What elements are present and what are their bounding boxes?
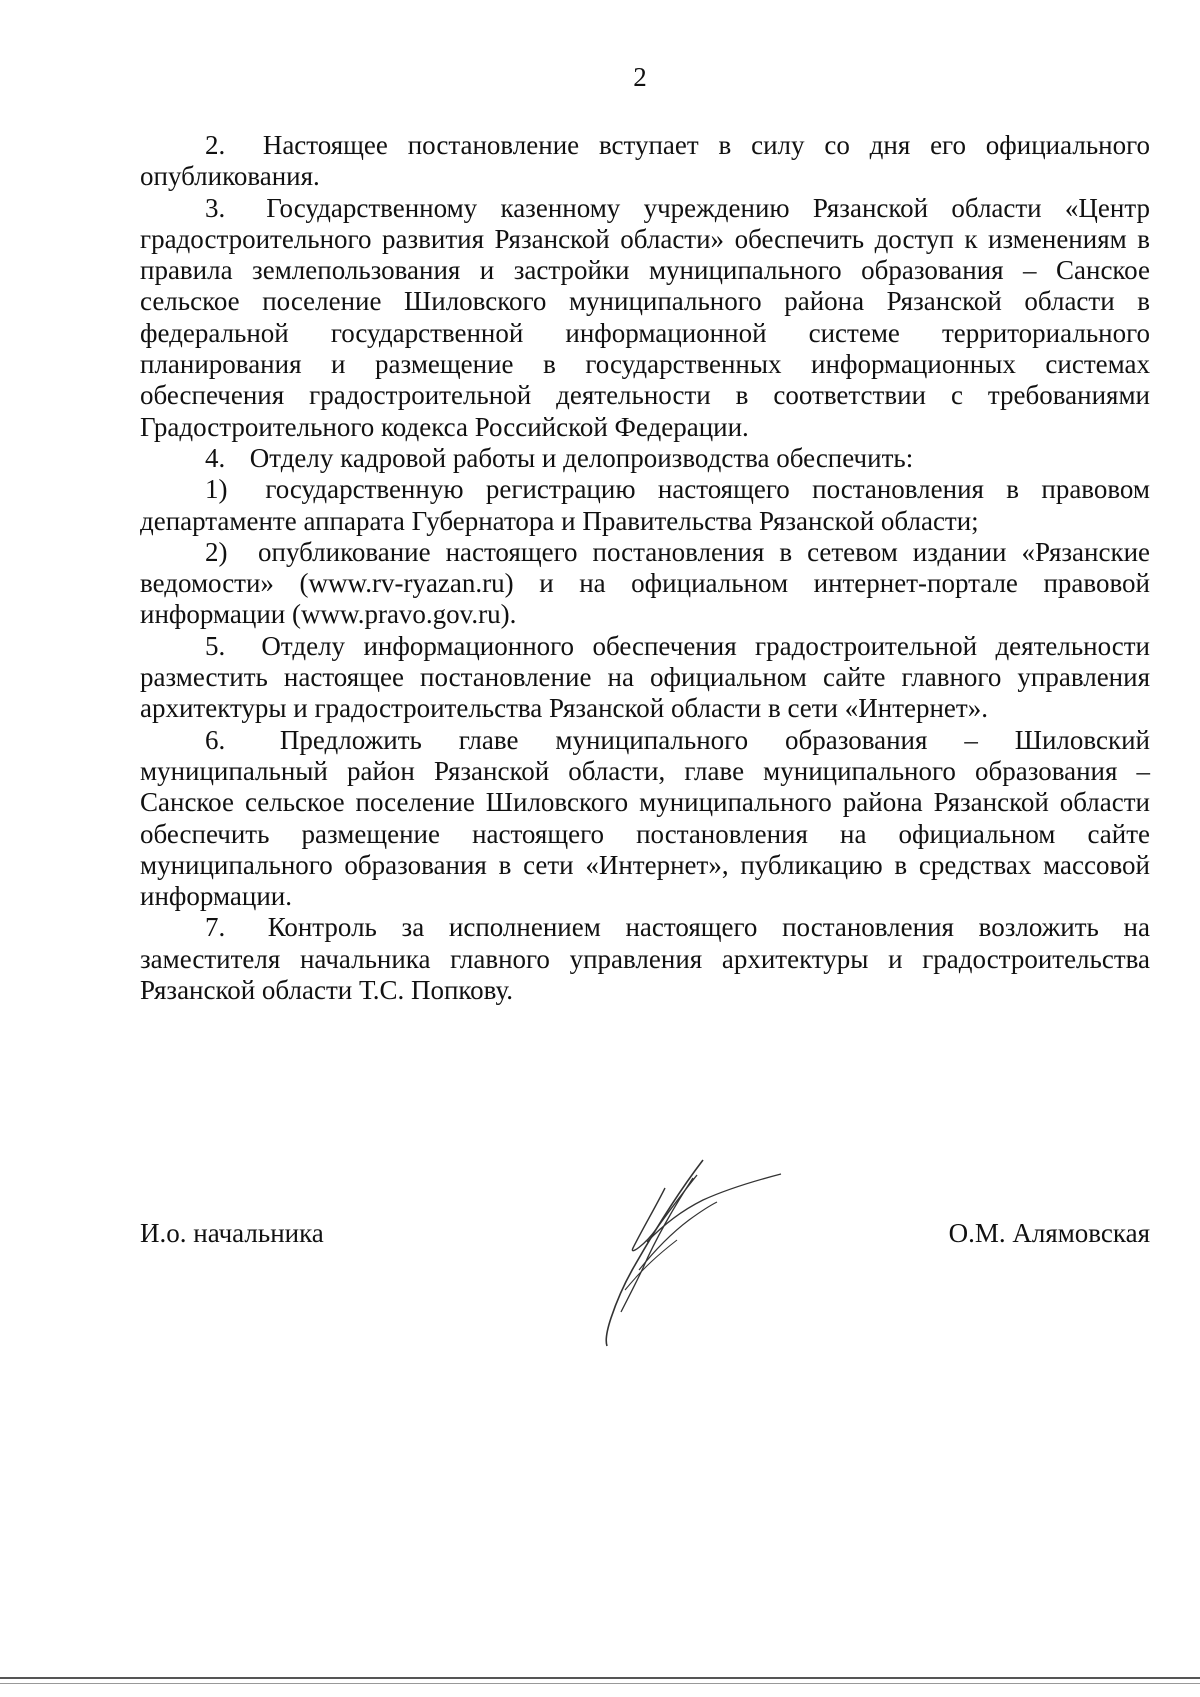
paragraph-number: 2. — [205, 130, 226, 160]
paragraph-4-1 — [140, 474, 1150, 537]
paragraph-text: опубликование настоящего постановления в сетевом издании «Рязанские ведомости» (www.rv-ryazan.ru) и на официальном интернет-портале правовой информации (www.pravo.gov.ru). — [140, 536, 1150, 630]
handwritten-signature — [585, 1150, 805, 1350]
paragraph-text: Отделу кадровой работы и делопроизводства обеспечить: — [249, 442, 914, 473]
paragraph-text: Настоящее постановление вступает в силу со дня его официального опубликования. — [140, 130, 1150, 192]
paragraph-text: Отделу информационного обеспечения градостроительной деятельности разместить настоящее постановление на официальном сайте главного управления архитектуры и градостроительства Рязанской области в сети «Интернет». — [140, 630, 1151, 724]
paragraph-number: 6. — [205, 724, 226, 755]
signatory-position: И.о. начальника — [140, 1218, 324, 1248]
paragraph-number: 7. — [205, 912, 226, 943]
page-number: 2 — [633, 62, 647, 92]
signatory-name: О.М. Алямовская — [948, 1218, 1150, 1248]
paragraph-number: 1) — [205, 474, 228, 505]
paragraph-text: Предложить главе муниципального образования – Шиловский муниципальный район Рязанской области, главе муниципального образования – Санское сельское поселение Шиловского муниципального района Рязанской области обеспечить размещение настоящего постановления на официальном сайте муниципального образования в сети «Интернет», публикацию в средствах массовой информации. — [140, 724, 1150, 912]
paragraph-3 — [140, 193, 1150, 443]
paragraph-number: 3. — [205, 192, 226, 223]
paragraph-number: 5. — [205, 630, 226, 661]
paragraph-number: 4. — [205, 442, 226, 473]
paragraph-6 — [140, 725, 1150, 913]
paragraph-2 — [140, 130, 1150, 193]
paragraph-4 — [140, 443, 1150, 474]
paragraph-text: государственную регистрацию настоящего постановления в правовом департаменте аппарата Губернатора и Правительства Рязанской области; — [140, 474, 1151, 536]
paragraph-text: Государственному казенному учреждению Рязанской области «Центр градостроительного развития Рязанской области» обеспечить доступ к изменениям в правила землепользования и застройки муниципального образования – Санское сельское поселение Шиловского муниципального района Рязанской области в федеральной государственной информационной системе территориального планирования и размещение в государственных информационных системах обеспечения градостроительной деятельности в соответствии с требованиями Градостроительного кодекса Российской Федерации. — [140, 192, 1150, 442]
paragraph-7 — [140, 912, 1150, 1006]
scan-edge-line-secondary — [0, 1683, 1200, 1684]
paragraph-text: Контроль за исполнением настоящего постановления возложить на заместителя начальника главного управления архитектуры и градостроительства Рязанской области Т.С. Попкову. — [140, 912, 1150, 1006]
paragraph-number: 2) — [205, 536, 228, 567]
document-body — [140, 130, 1150, 1006]
paragraph-4-2 — [140, 537, 1150, 631]
scan-edge-line — [0, 1677, 1200, 1679]
paragraph-5 — [140, 631, 1150, 725]
